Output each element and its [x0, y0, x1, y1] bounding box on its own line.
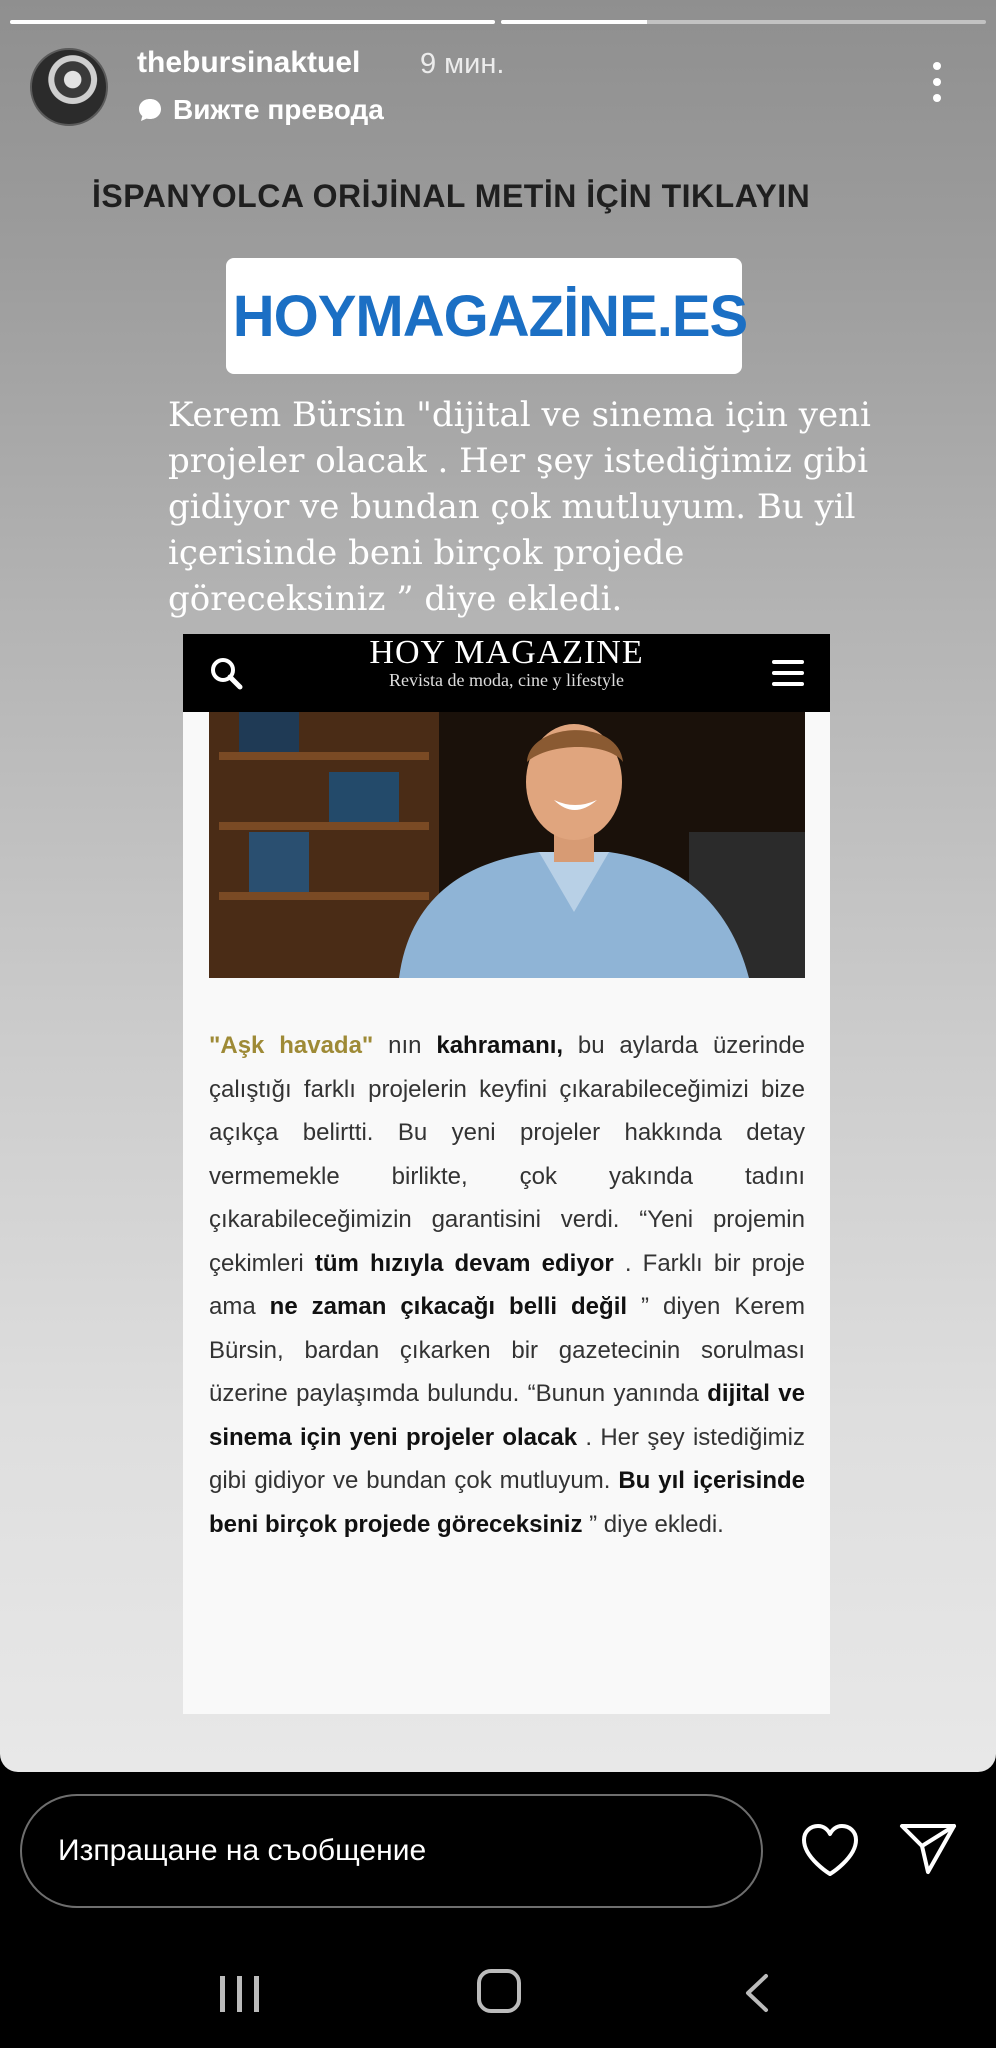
story-progress [10, 20, 986, 25]
progress-bar-2 [501, 20, 986, 24]
article-text-bold: tüm hızıyla devam ediyor [314, 1249, 614, 1277]
article-photo [209, 712, 805, 978]
headline: İSPANYOLCA ORİJİNAL METİN İÇİN TIKLAYIN [92, 178, 811, 214]
quote-text: Kerem Bürsin "dijital ve sinema için yeni projeler olacak . Her şey istediğimiz gibi gidiyor ve bundan çok mutluyum. Bu yil içerisinde beni birçok projede göreceksiniz ” diye ekledi. [168, 395, 871, 619]
avatar[interactable] [30, 48, 108, 126]
article-text-part: ” diye ekledi. [582, 1510, 724, 1538]
article-body [209, 1024, 805, 1546]
article-text-bold: ne zaman çıkacağı belli değil [269, 1293, 628, 1320]
article-text-part: . Farklı bir proje ama [209, 1249, 806, 1320]
article-text-bold: kahramanı, [436, 1032, 564, 1059]
magazine-tagline: Revista de moda, cine y lifestyle [389, 670, 624, 690]
more-vertical-icon[interactable] [930, 62, 944, 102]
article-show-title: "Aşk havada" [209, 1032, 374, 1059]
username[interactable]: thebursinaktuel [137, 46, 361, 79]
post-time: 9 мин. [420, 48, 505, 80]
link-sticker[interactable] [226, 258, 748, 374]
message-placeholder: Изпращане на съобщение [58, 1834, 427, 1867]
progress-bar-1 [10, 20, 495, 24]
magazine-header [183, 634, 830, 712]
see-translation-label: Вижте превода [173, 94, 384, 125]
article-text-bold: dijital ve sinema için yeni projeler olacak [209, 1380, 805, 1451]
message-input[interactable] [20, 1794, 763, 1908]
link-sticker-text: HOYMAGAZİNE.ES [232, 283, 748, 349]
translate-bubble-icon [137, 97, 163, 123]
back-icon[interactable] [742, 1972, 772, 2014]
recent-apps-icon[interactable] [218, 1974, 262, 2014]
heart-icon[interactable] [800, 1822, 860, 1878]
send-icon[interactable] [898, 1820, 958, 1876]
see-translation-button[interactable] [137, 94, 384, 126]
hamburger-menu-icon [772, 660, 804, 686]
article-text-part: bu aylarda üzerinde çalıştığı farklı projelerin keyfini çıkarabileceğimizi bize açıkça belirtti. Bu yeni projeler hakkında detay vermemekle birlikte, çok yakında tadını çıkarabileceğimizin garantisini verdi. “Yeni projemin çekimleri [209, 1032, 806, 1277]
article-text-part: nın [373, 1032, 437, 1059]
article-text-part: ” diyen Kerem Bürsin, bardan çıkarken bir gazetecinin sorulması üzerine paylaşımda bulundu. “Bunun yanında [209, 1293, 806, 1407]
article-text-part: . Her şey istediğimiz gibi gidiyor ve bundan çok mutluyum. [209, 1423, 806, 1494]
article-screenshot [183, 634, 830, 1714]
article-text-bold: Bu yıl içerisinde beni birçok projede göreceksiniz [209, 1467, 805, 1538]
home-icon[interactable] [476, 1968, 522, 2014]
magazine-title: HOY MAGAZINE [369, 634, 644, 671]
